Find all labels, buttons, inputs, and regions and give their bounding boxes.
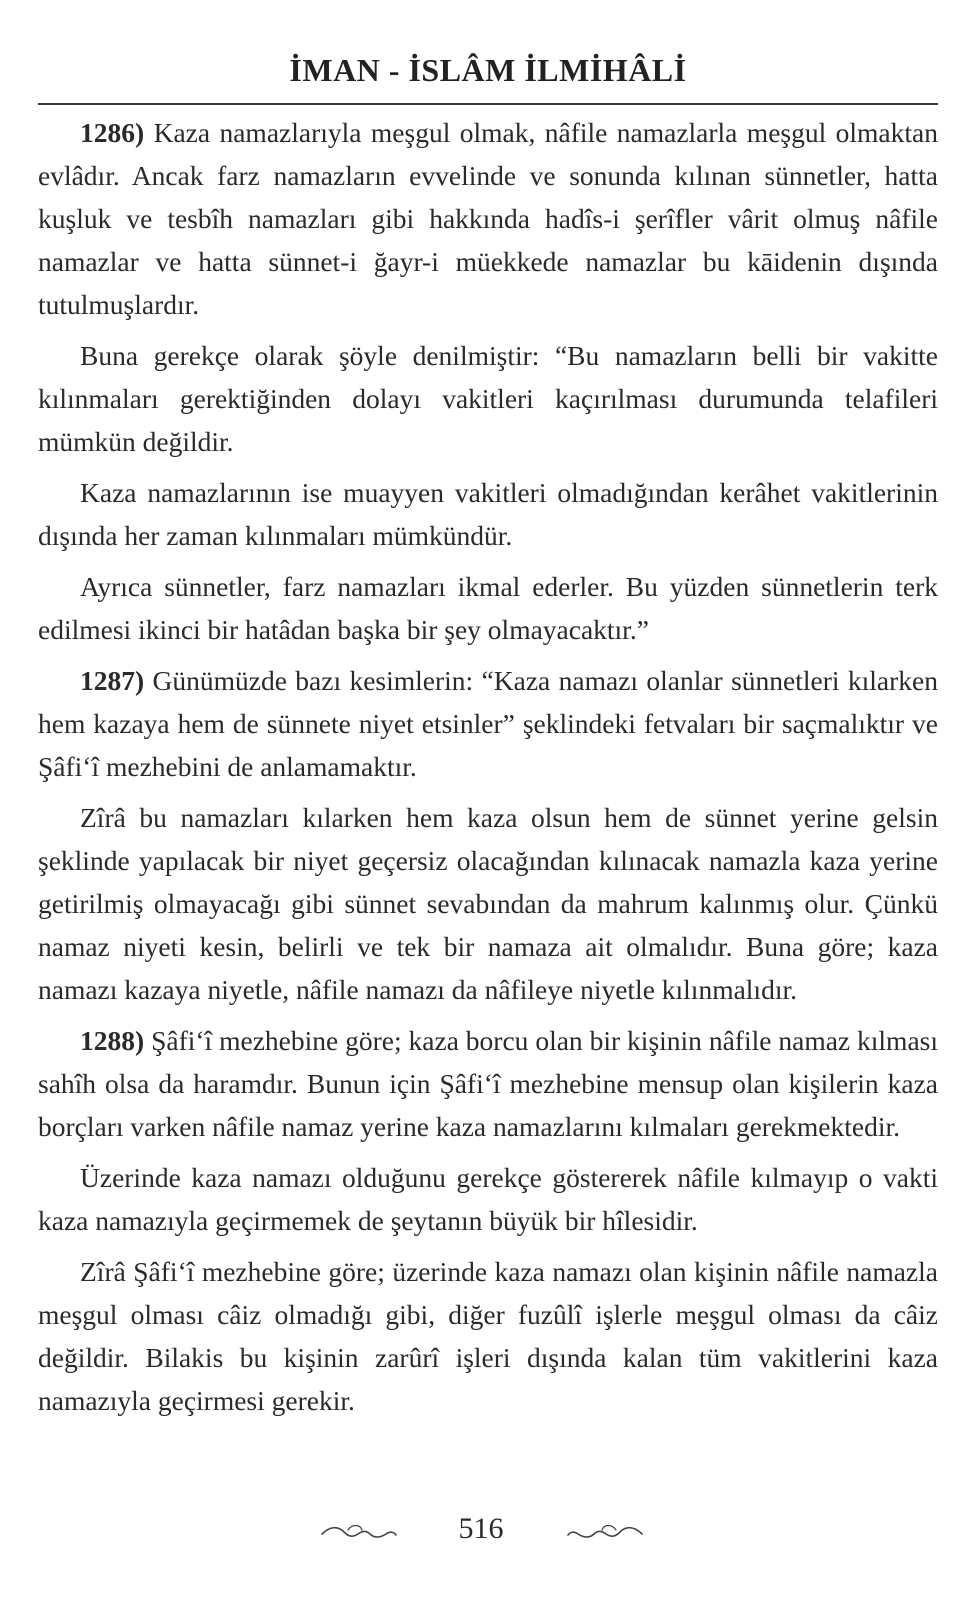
paragraph-text: Zîrâ bu namazları kılarken hem kaza olsun hem de sünnet yerine gelsin şeklinde yapılacak bir niyet geçersiz olacağından kılınacak namazla kaza yerine getirilmiş olmayacağı gibi sünnet sevabından da mahrum kalınmış olur. Çünkü namaz niyeti kesin, belirli ve tek bir namaza ait olmalıdır. Buna göre; kaza namazı kazaya niyetle, nâfile namazı da nâfileye niyetle kılınmalıdır.: [38, 802, 938, 1005]
page-footer: [0, 1508, 962, 1558]
header-divider: [38, 103, 938, 105]
paragraph-number: 1287): [80, 665, 145, 696]
paragraph: [38, 1019, 938, 1148]
paragraph-text: Ayrıca sünnetler, farz namazları ikmal ederler. Bu yüzden sünnetlerin terk edilmesi ikinci bir hatâdan başka bir şey olmayacaktır.”: [38, 571, 938, 645]
paragraph: [38, 659, 938, 788]
body-text: [38, 111, 938, 1430]
paragraph-text: Buna gerekçe olarak şöyle denilmiştir: “Bu namazların belli bir vakitte kılınmaları gerektiğinden dolayı vakitleri kaçırılması durumunda telafileri mümkün değildir.: [38, 340, 938, 457]
paragraph-text: Kaza namazlarının ise muayyen vakitleri olmadığından kerâhet vakitlerinin dışında her zaman kılınmaları mümkündür.: [38, 477, 938, 551]
paragraph: [38, 1250, 938, 1422]
running-header-title: İMAN - İSLÂM İLMİHÂLİ: [289, 52, 687, 88]
paragraph: [38, 111, 938, 326]
paragraph-text: Günümüzde bazı kesimlerin: “Kaza namazı olanlar sünnetleri kılarken hem kazaya hem de sünnete niyet etsinler” şeklindeki fetvaları bir saçmalıktır ve Şâfi‘î mezhebini de anlamamaktır.: [38, 665, 938, 782]
flourish-right-icon: [566, 1522, 646, 1544]
paragraph-text: Kaza namazlarıyla meşgul olmak, nâfile namazlarla meşgul olmaktan evlâdır. Ancak farz namazların evvelinde ve sonunda kılınan sünnetler, hatta kuşluk ve tesbîh namazları gibi hakkında hadîs-i şerîfler vârit olmuş nâfile namazlar ve hatta sünnet-i ğayr-i müekkede namazlar bu kāidenin dışında tutulmuşlardır.: [38, 117, 938, 320]
flourish-left-icon: [318, 1522, 398, 1544]
page-number: 516: [458, 1512, 504, 1545]
paragraph: [38, 565, 938, 651]
paragraph-text: Üzerinde kaza namazı olduğunu gerekçe göstererek nâfile kılmayıp o vakti kaza namazıyla geçirmemek de şeytanın büyük bir hîlesidir.: [38, 1162, 938, 1236]
paragraph: [38, 796, 938, 1011]
paragraph-text: Şâfi‘î mezhebine göre; kaza borcu olan bir kişinin nâfile namaz kılması sahîh olsa da haramdır. Bunun için Şâfi‘î mezhebine mensup olan kişilerin kaza borçları varken nâfile namaz yerine kaza namazlarını kılmaları gerekmektedir.: [38, 1025, 938, 1142]
paragraph: [38, 471, 938, 557]
paragraph-number: 1288): [80, 1025, 145, 1056]
paragraph-number: 1286): [80, 117, 145, 148]
paragraph-text: Zîrâ Şâfi‘î mezhebine göre; üzerinde kaza namazı olan kişinin nâfile namazla meşgul olması câiz olmadığı gibi, diğer fuzûlî işlerle meşgul olması da câiz değildir. Bilakis bu kişinin zarûrî işleri dışında kalan tüm vakitlerini kaza namazıyla geçirmesi gerekir.: [38, 1256, 938, 1416]
paragraph: [38, 334, 938, 463]
paragraph: [38, 1156, 938, 1242]
